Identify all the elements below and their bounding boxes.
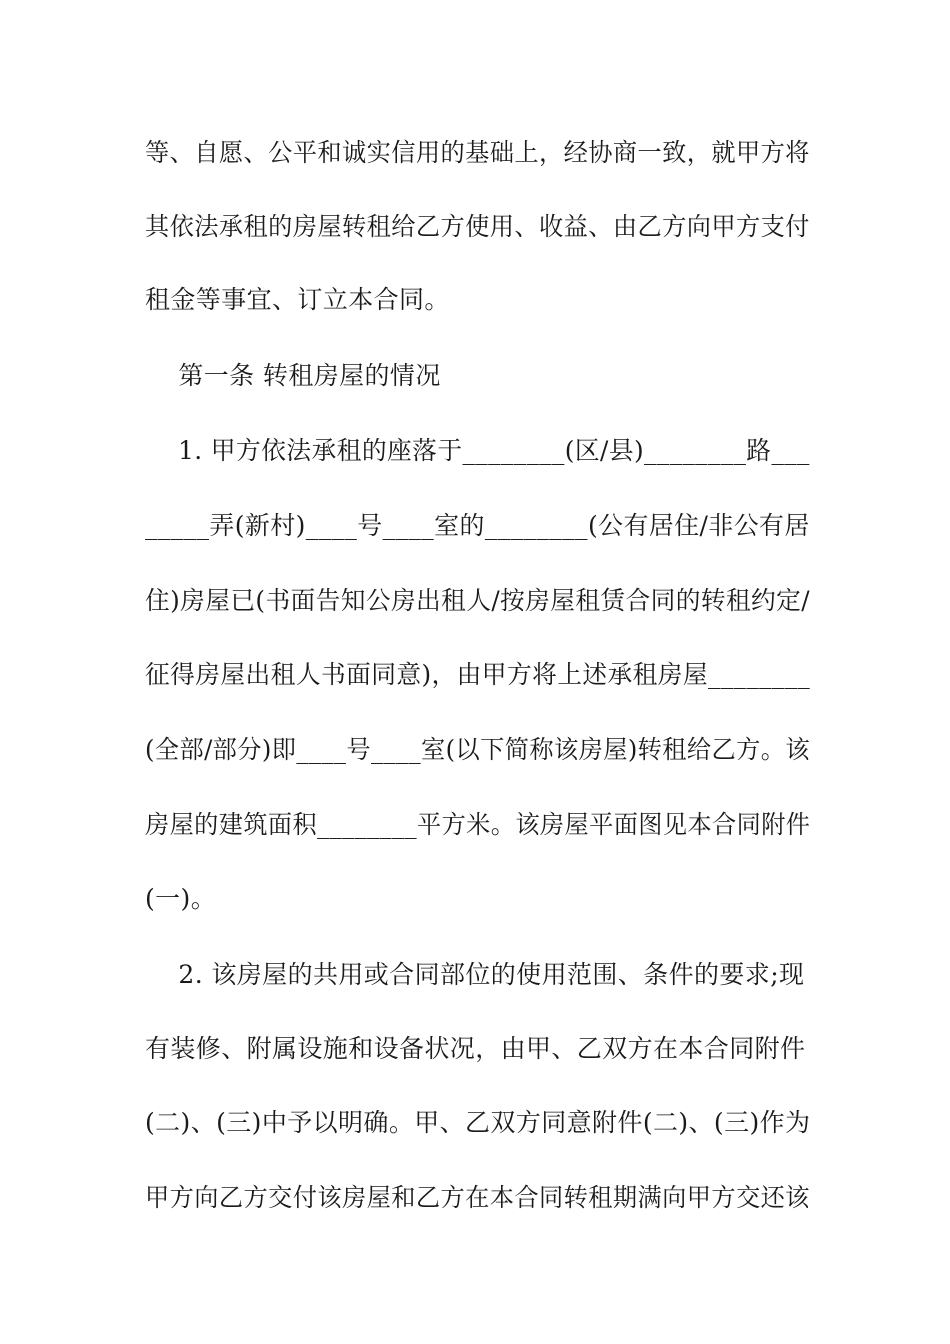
paragraph-line: 房屋的建筑面积________平方米。该房屋平面图见本合同附件	[145, 810, 811, 839]
paragraph-line: 征得房屋出租人书面同意)，由甲方将上述承租房屋________	[145, 660, 811, 689]
section-heading: 第一条 转租房屋的情况	[145, 361, 441, 390]
paragraph-line: 1. 甲方依法承租的座落于________(区/县)________路___	[145, 436, 810, 465]
paragraph-line: 住)房屋已(书面告知公房出租人/按房屋租赁合同的转租约定/	[145, 586, 810, 615]
paragraph-line: (全部/部分)即____号____室(以下简称该房屋)转租给乙方。该	[145, 735, 811, 764]
paragraph-line: 有装修、附属设施和设备状况，由甲、乙双方在本合同附件	[145, 1034, 806, 1063]
paragraph-line: 等、自愿、公平和诚实信用的基础上，经协商一致，就甲方将	[145, 138, 810, 167]
paragraph-line: 租金等事宜、订立本合同。	[145, 285, 450, 314]
paragraph-line: _____弄(新村)____号____室的________(公有居住/非公有居	[145, 511, 810, 540]
paragraph-line: (一)。	[145, 884, 217, 913]
paragraph-line: (二)、(三)中予以明确。甲、乙双方同意附件(二)、(三)作为	[145, 1108, 811, 1137]
paragraph-line: 其依法承租的房屋转租给乙方使用、收益、由乙方向甲方支付	[145, 212, 810, 241]
paragraph-line: 甲方向乙方交付该房屋和乙方在本合同转租期满向甲方交还该	[145, 1183, 810, 1212]
paragraph-line: 2. 该房屋的共用或合同部位的使用范围、条件的要求;现	[145, 960, 805, 989]
